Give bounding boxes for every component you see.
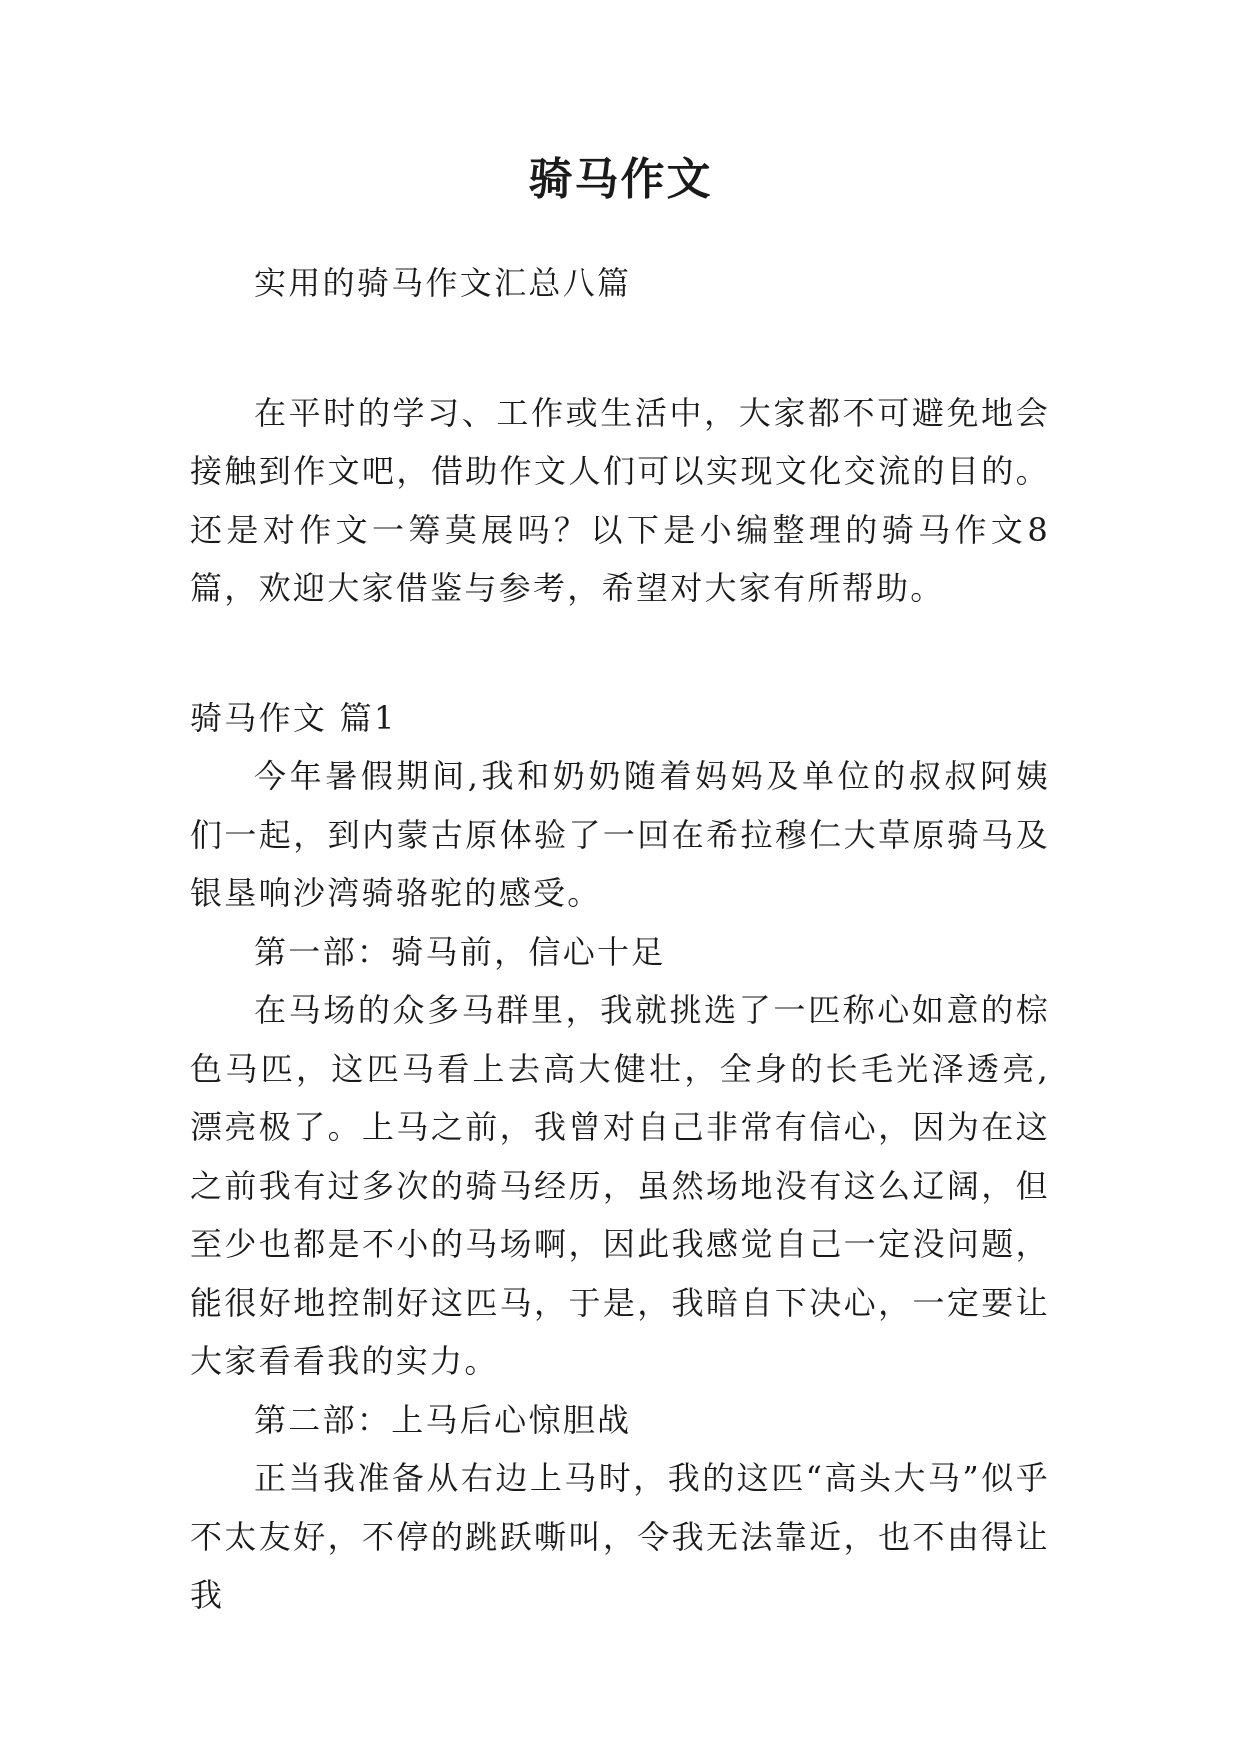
paragraph-2: 在马场的众多马群里，我就挑选了一匹称心如意的棕色马匹，这匹马看上去高大健壮，全身的长毛光泽透亮,漂亮极了。上马之前，我曾对自己非常有信心，因为在这之前我有过多次的骑马经历，虽然场地没有这么辽阔，但至少也都是不小的马场啊，因此我感觉自己一定没问题，能很好地控制好这匹马，于是，我暗自下决心，一定要让大家看看我的实力。 [190,991,1050,1380]
paragraph-1: 今年暑假期间,我和奶奶随着妈妈及单位的叔叔阿姨们一起，到内蒙古原体验了一回在希拉穆仁大草原骑马及银垦响沙湾骑骆驼的感受。 [190,757,1050,912]
document-body [190,254,1050,1625]
intro-paragraph: 在平时的学习、工作或生活中，大家都不可避免地会接触到作文吧，借助作文人们可以实现文化交流的目的。还是对作文一筹莫展吗？以下是小编整理的骑马作文8篇，欢迎大家借鉴与参考，希望对大家有所帮助。 [190,393,1050,607]
document-title: 骑马作文 [528,154,713,205]
subtitle: 实用的骑马作文汇总八篇 [254,264,632,302]
part-heading-1: 第一部：骑马前，信心十足 [254,932,666,971]
part-heading-2: 第二部：上马后心惊胆战 [254,1400,632,1439]
section-heading: 骑马作文 篇1 [190,698,397,737]
paragraph-3: 正当我准备从右边上马时，我的这匹“高头大马”似乎不太友好，不停的跳跃嘶叫，令我无法靠近，也不由得让我 [190,1459,1050,1614]
